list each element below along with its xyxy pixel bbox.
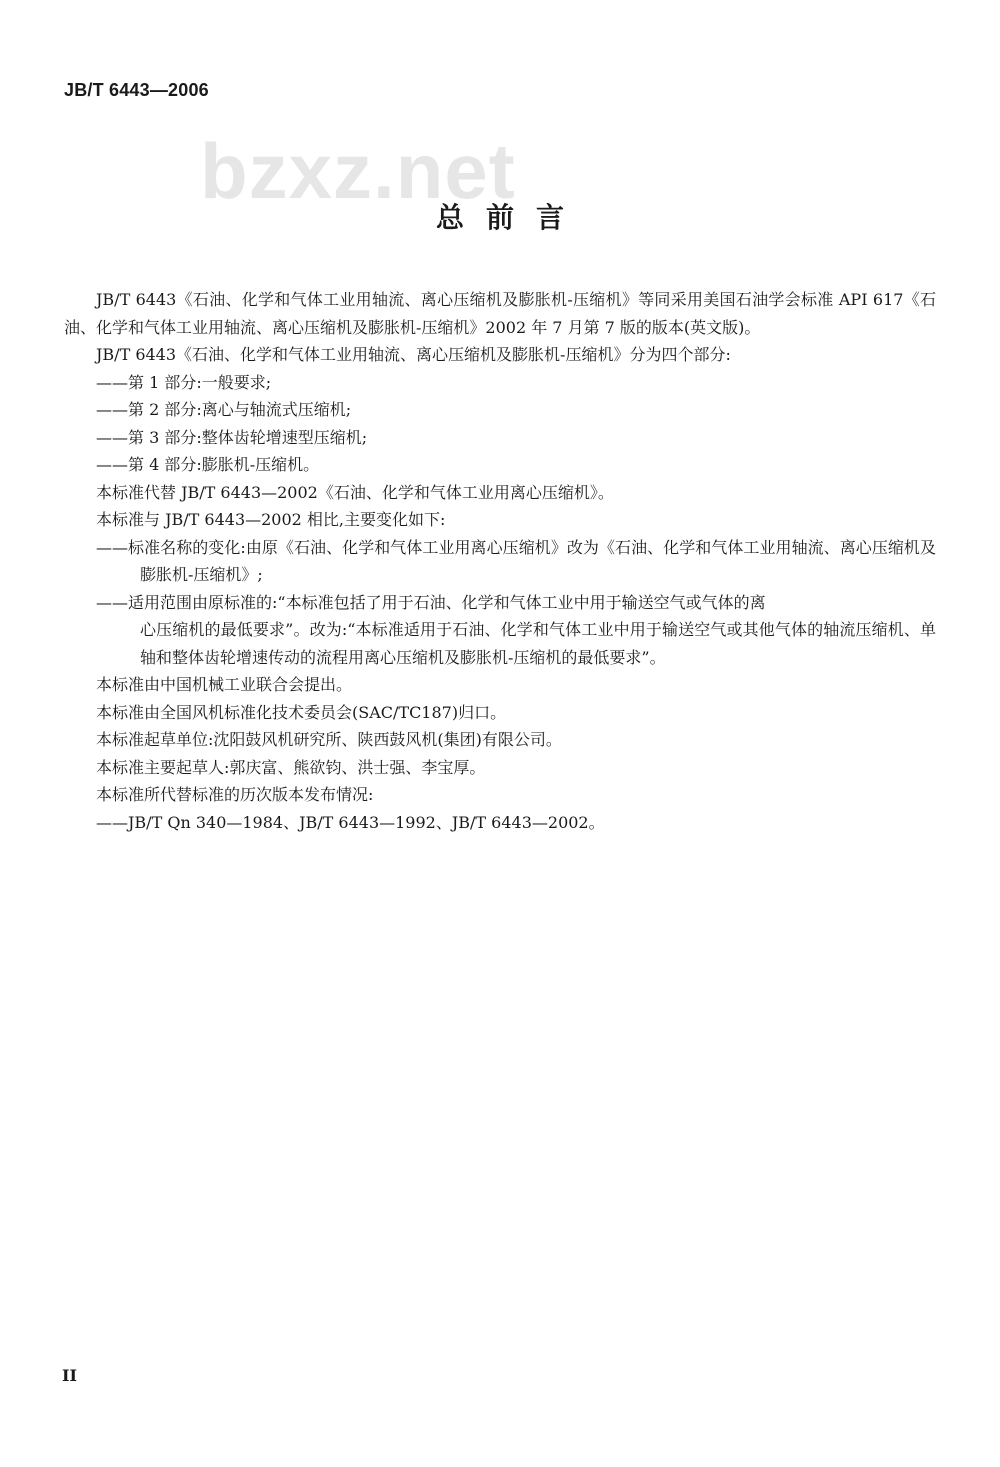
page-number: II: [62, 1366, 77, 1385]
list-item-part-2: ——第 2 部分:离心与轴流式压缩机;: [96, 400, 352, 419]
paragraph-drafters: 本标准主要起草人:郭庆富、熊欲钧、洪士强、李宝厚。: [96, 757, 486, 777]
paragraph-proposed-by: 本标准由中国机械工业联合会提出。: [96, 675, 353, 694]
paragraph-changes-intro: 本标准与 JB/T 6443—2002 相比,主要变化如下:: [96, 510, 446, 529]
list-item-part-1: ——第 1 部分:一般要求;: [96, 372, 272, 392]
paragraph-history-intro: 本标准所代替标准的历次版本发布情况:: [96, 785, 374, 804]
list-item-change-name: ——标准名称的变化:由原《石油、化学和气体工业用离心压缩机》改为《石油、化学和气体工业用轴流、离心压缩机及膨胀机-压缩机》;: [96, 537, 936, 584]
change-scope-first-line: ——适用范围由原标准的:“本标准包括了用于石油、化学和气体工业中用于输送空气或气体的离: [96, 592, 766, 612]
standard-code: JB/T 6443—2006: [64, 80, 209, 100]
paragraph-parts-intro: JB/T 6443《石油、化学和气体工业用轴流、离心压缩机及膨胀机-压缩机》分为四个部分:: [96, 345, 731, 364]
page-title: 总前言: [435, 201, 586, 234]
list-item-part-3: ——第 3 部分:整体齿轮增速型压缩机;: [96, 427, 368, 447]
paragraph-administered-by: 本标准由全国风机标准化技术委员会(SAC/TC187)归口。: [96, 702, 507, 722]
paragraph-drafting-units: 本标准起草单位:沈阳鼓风机研究所、陕西鼓风机(集团)有限公司。: [96, 730, 562, 749]
list-item-change-scope: [64, 589, 936, 672]
document-body: [64, 286, 936, 836]
list-item-part-4: ——第 4 部分:膨胀机-压缩机。: [96, 455, 320, 474]
change-scope-continuation: 心压缩机的最低要求”。改为:“本标准适用于石油、化学和气体工业中用于输送空气或其他气体的轴流压缩机、单轴和整体齿轮增速传动的流程用离心压缩机及膨胀机-压缩机的最低要求”。: [140, 620, 936, 667]
paragraph-replaces: 本标准代替 JB/T 6443—2002《石油、化学和气体工业用离心压缩机》。: [96, 482, 614, 502]
paragraph-adoption: JB/T 6443《石油、化学和气体工业用轴流、离心压缩机及膨胀机-压缩机》等同采用美国石油学会标准 API 617《石油、化学和气体工业用轴流、离心压缩机及膨胀机-压缩机》2002 年 7 月第 7 版的版本(英文版)。: [64, 290, 936, 337]
watermark: bzxz.net: [200, 127, 516, 215]
list-item-history: ——JB/T Qn 340—1984、JB/T 6443—1992、JB/T 6443—2002。: [96, 812, 605, 832]
